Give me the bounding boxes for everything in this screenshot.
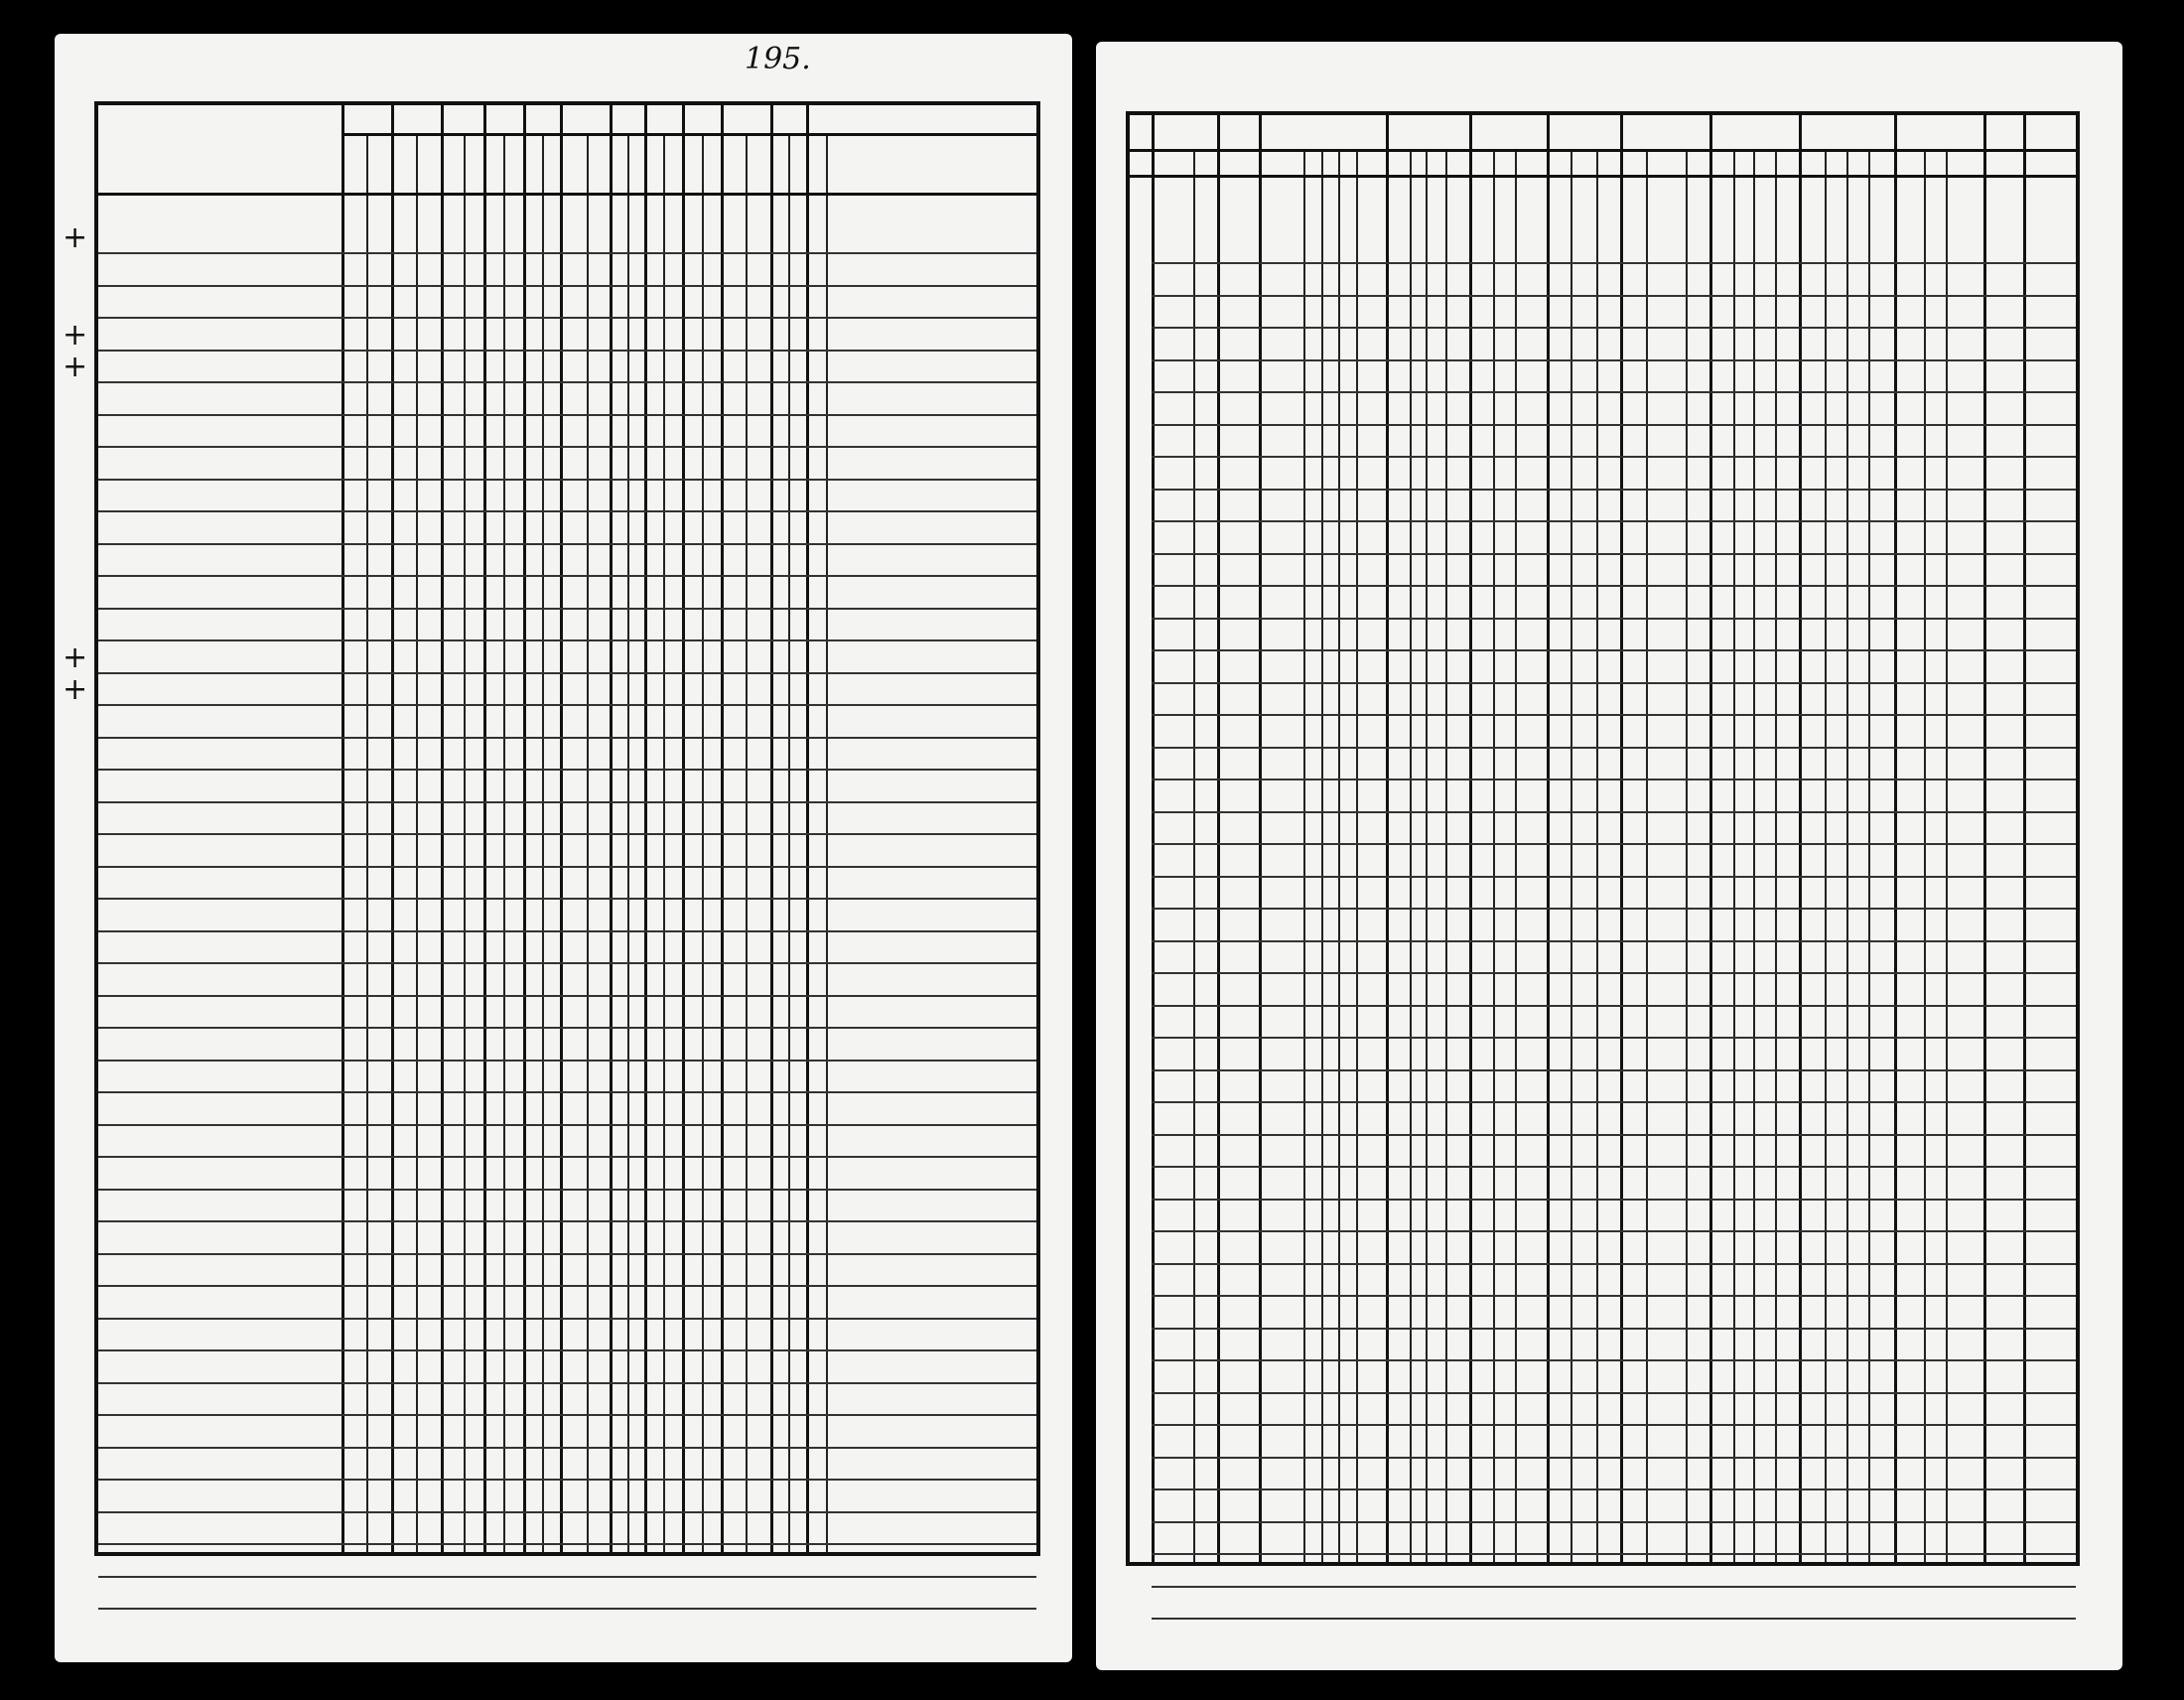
right-column-divider — [1410, 151, 1412, 1562]
left-row-line — [98, 1285, 1036, 1287]
left-page — [55, 34, 1072, 1662]
left-subcolumn-divider — [826, 135, 828, 1552]
left-row-line — [98, 446, 1036, 448]
right-row-line — [1152, 1037, 2076, 1039]
left-subcolumn-divider — [366, 135, 368, 1552]
right-column-divider-bold — [1217, 115, 1220, 1562]
right-column-divider — [1646, 151, 1648, 1562]
right-row-line — [1152, 295, 2076, 297]
right-row-line — [1152, 843, 2076, 845]
left-row-line — [98, 1608, 1036, 1610]
left-column-divider — [682, 105, 685, 1552]
right-row-line — [1152, 424, 2076, 426]
margin-cross-mark: + — [63, 672, 88, 707]
right-column-divider-bold — [1620, 115, 1623, 1562]
left-row-line — [98, 543, 1036, 545]
left-row-line — [98, 639, 1036, 641]
left-column-divider — [770, 105, 773, 1552]
right-column-divider — [1356, 151, 1358, 1562]
right-row-line — [1152, 908, 2076, 910]
right-column-divider — [1868, 151, 1870, 1562]
right-column-divider-bold — [1709, 115, 1712, 1562]
left-subcolumn-divider — [416, 135, 418, 1552]
right-row-line — [1152, 876, 2076, 878]
right-row-line — [1152, 585, 2076, 587]
right-column-divider — [1733, 151, 1735, 1562]
right-header-divider — [1130, 149, 2076, 152]
right-row-line — [1152, 1134, 2076, 1136]
left-row-line — [98, 1220, 1036, 1222]
left-row-line — [98, 350, 1036, 352]
right-row-line — [1152, 1521, 2076, 1523]
left-row-line — [98, 608, 1036, 610]
left-row-line — [98, 1091, 1036, 1093]
right-column-divider — [1426, 151, 1428, 1562]
right-column-divider — [1846, 151, 1848, 1562]
right-column-divider — [1193, 151, 1195, 1562]
left-row-line — [98, 672, 1036, 674]
left-row-line — [98, 801, 1036, 803]
left-row-line — [98, 1543, 1036, 1545]
left-subcolumn-divider — [503, 135, 505, 1552]
right-column-divider — [1596, 151, 1598, 1562]
left-column-divider — [391, 105, 394, 1552]
right-row-line — [1152, 1199, 2076, 1201]
right-row-line — [1152, 714, 2076, 716]
right-row-line — [1152, 456, 2076, 458]
right-column-divider-bold — [1983, 115, 1986, 1562]
right-row-line — [1152, 359, 2076, 361]
left-row-line — [98, 1156, 1036, 1158]
left-row-line — [98, 1576, 1036, 1578]
left-column-divider — [610, 105, 613, 1552]
left-header-divider — [341, 133, 1036, 136]
left-column-divider — [341, 105, 344, 1552]
right-row-line — [1152, 1618, 2076, 1620]
left-row-line — [98, 1027, 1036, 1029]
left-subcolumn-divider — [464, 135, 466, 1552]
margin-cross-mark: + — [63, 350, 88, 384]
right-row-line — [1152, 1586, 2076, 1588]
left-row-line — [98, 995, 1036, 997]
left-row-line — [98, 414, 1036, 416]
right-row-line — [1152, 1392, 2076, 1394]
left-row-line — [98, 479, 1036, 481]
right-column-divider — [1775, 151, 1777, 1562]
left-subcolumn-divider — [587, 135, 589, 1552]
right-row-line — [1152, 262, 2076, 264]
left-row-line — [98, 575, 1036, 577]
right-column-divider — [1303, 151, 1305, 1562]
right-row-line — [1152, 1488, 2076, 1490]
margin-cross-mark: + — [63, 317, 88, 353]
right-row-line — [1152, 520, 2076, 522]
left-row-line — [98, 737, 1036, 739]
right-row-line — [1152, 553, 2076, 555]
right-column-divider-bold — [1799, 115, 1802, 1562]
left-row-line — [98, 1189, 1036, 1191]
left-row-line — [98, 1253, 1036, 1255]
right-column-divider-bold — [2023, 115, 2026, 1562]
left-row-line — [98, 1124, 1036, 1126]
right-column-divider — [1924, 151, 1926, 1562]
right-row-line — [1152, 618, 2076, 620]
right-row-line — [1152, 779, 2076, 780]
left-column-divider — [441, 105, 444, 1552]
left-column-divider — [483, 105, 486, 1552]
right-column-divider — [1493, 151, 1495, 1562]
right-row-line — [1152, 1101, 2076, 1103]
right-row-line — [1152, 1263, 2076, 1265]
right-row-line — [1152, 1359, 2076, 1361]
left-column-divider — [721, 105, 724, 1552]
left-header-bottom — [98, 193, 1036, 196]
right-row-line — [1152, 811, 2076, 813]
left-subcolumn-divider — [746, 135, 748, 1552]
left-row-line — [98, 381, 1036, 383]
right-column-divider-bold — [1547, 115, 1550, 1562]
right-column-divider — [1570, 151, 1572, 1562]
right-row-line — [1152, 972, 2076, 974]
right-row-line — [1152, 489, 2076, 491]
right-column-divider — [1686, 151, 1688, 1562]
left-row-line — [98, 1479, 1036, 1481]
left-subcolumn-divider — [702, 135, 704, 1552]
right-row-line — [1152, 327, 2076, 329]
left-row-line — [98, 866, 1036, 868]
left-row-line — [98, 252, 1036, 254]
right-row-line — [1152, 391, 2076, 393]
left-row-line — [98, 833, 1036, 835]
left-column-divider — [523, 105, 526, 1552]
left-row-line — [98, 1447, 1036, 1449]
left-row-line — [98, 510, 1036, 512]
right-row-line — [1152, 1069, 2076, 1071]
left-row-line — [98, 317, 1036, 319]
left-subcolumn-divider — [627, 135, 629, 1552]
right-column-divider — [1515, 151, 1517, 1562]
right-row-line — [1152, 1295, 2076, 1297]
right-column-divider — [1445, 151, 1447, 1562]
right-register-table — [1126, 111, 2080, 1566]
right-row-line — [1152, 1005, 2076, 1007]
left-row-line — [98, 898, 1036, 900]
right-column-divider — [1946, 151, 1948, 1562]
right-column-divider — [1321, 151, 1323, 1562]
left-row-line — [98, 1318, 1036, 1320]
right-row-line — [1152, 940, 2076, 942]
left-row-line — [98, 930, 1036, 932]
left-row-line — [98, 962, 1036, 964]
right-row-line — [1152, 1553, 2076, 1555]
right-column-divider — [1825, 151, 1827, 1562]
right-column-divider-bold — [1386, 115, 1389, 1562]
page-number: 195. — [745, 42, 811, 76]
right-row-line — [1152, 682, 2076, 684]
left-row-line — [98, 1382, 1036, 1384]
right-column-divider-bold — [1152, 115, 1155, 1562]
left-row-line — [98, 285, 1036, 287]
right-row-line — [1152, 1457, 2076, 1459]
left-column-divider — [560, 105, 563, 1552]
right-row-line — [1152, 1328, 2076, 1330]
right-column-divider — [1753, 151, 1755, 1562]
left-row-line — [98, 1349, 1036, 1351]
right-column-divider-bold — [1259, 115, 1262, 1562]
left-row-line — [98, 769, 1036, 771]
right-row-line — [1152, 1166, 2076, 1168]
right-row-line — [1152, 649, 2076, 651]
right-column-divider-bold — [1469, 115, 1472, 1562]
left-row-line — [98, 704, 1036, 706]
left-column-divider — [806, 105, 809, 1552]
margin-cross-mark: + — [63, 639, 88, 675]
left-column-divider — [644, 105, 647, 1552]
right-header-bottom — [1130, 175, 2076, 178]
right-page — [1096, 42, 2122, 1670]
left-subcolumn-divider — [663, 135, 665, 1552]
right-column-divider-bold — [1894, 115, 1897, 1562]
left-row-line — [98, 1511, 1036, 1513]
right-row-line — [1152, 1424, 2076, 1426]
left-row-line — [98, 1060, 1036, 1062]
left-subcolumn-divider — [542, 135, 544, 1552]
left-subcolumn-divider — [788, 135, 790, 1552]
right-column-divider — [1338, 151, 1340, 1562]
left-register-table — [63, 101, 1040, 1556]
right-row-line — [1152, 1230, 2076, 1232]
right-row-line — [1152, 747, 2076, 749]
left-row-line — [98, 1414, 1036, 1416]
margin-cross-mark: + — [63, 220, 88, 255]
